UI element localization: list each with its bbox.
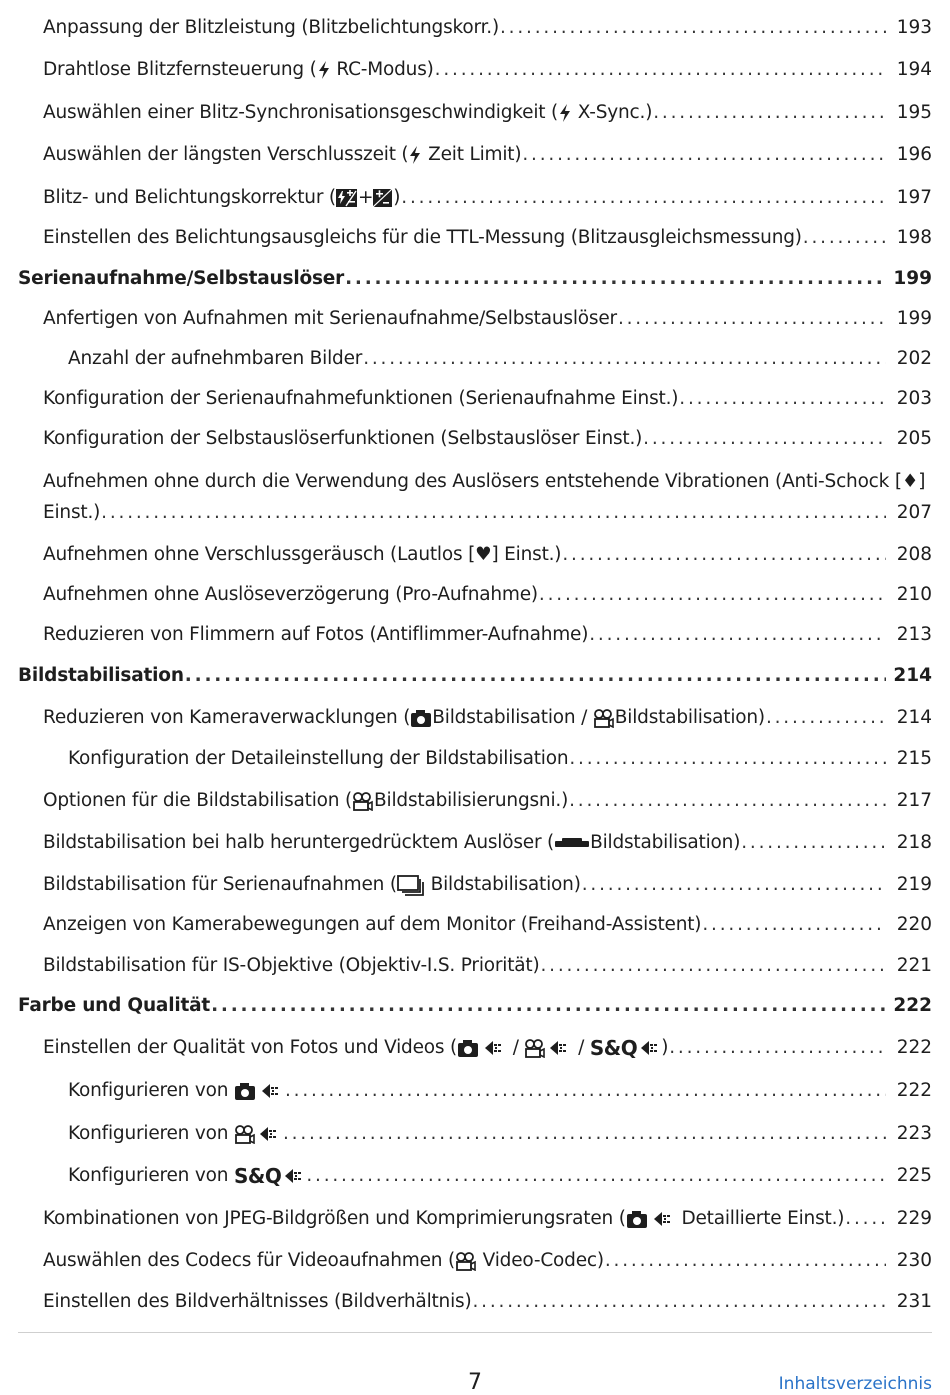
entry-title bbox=[68, 1163, 305, 1189]
flash-icon bbox=[408, 145, 422, 165]
dot-leader bbox=[679, 386, 886, 412]
page-ref: 193 bbox=[896, 17, 932, 38]
dot-leader bbox=[211, 993, 886, 1019]
entry-text-part: X-Sync.) bbox=[572, 102, 653, 123]
toc-entry[interactable] bbox=[18, 622, 932, 648]
dot-leader bbox=[582, 872, 886, 898]
page-ref: 214 bbox=[896, 707, 932, 728]
entry-text-part: Konfigurieren von bbox=[68, 1165, 234, 1186]
toc-section-heading[interactable] bbox=[18, 663, 932, 689]
entry-text-part: Auswählen der längsten Verschlusszeit ( bbox=[43, 144, 409, 165]
dot-leader bbox=[539, 582, 886, 608]
page-ref: 230 bbox=[896, 1250, 932, 1271]
page-ref: 215 bbox=[896, 748, 932, 769]
dot-leader bbox=[500, 15, 886, 41]
entry-text-part: Drahtlose Blitzfernsteuerung ( bbox=[43, 59, 317, 80]
entry-text-part: Bildstabilisierungsni.) bbox=[374, 790, 569, 811]
toc-link[interactable]: Inhaltsverzeichnis bbox=[778, 1374, 932, 1394]
dot-leader bbox=[766, 705, 886, 731]
exposure-comp-icon bbox=[373, 188, 393, 208]
entry-title: Anpassung der Blitzleistung (Blitzbelichtungskorr.) bbox=[43, 17, 499, 38]
dot-leader bbox=[435, 57, 886, 83]
page-ref: 205 bbox=[896, 428, 932, 449]
page-ref: 214 bbox=[893, 665, 932, 686]
entry-text-part: Zeit Limit) bbox=[422, 144, 522, 165]
camera-quality-icon bbox=[234, 1081, 284, 1101]
dot-leader bbox=[101, 500, 886, 526]
half-press-icon bbox=[554, 833, 590, 853]
entry-title bbox=[68, 1121, 282, 1147]
page-ref: 196 bbox=[896, 144, 932, 165]
page-ref: 195 bbox=[896, 102, 932, 123]
entry-title: Anzeigen von Kamerabewegungen auf dem Monitor (Freihand-Assistent) bbox=[43, 914, 702, 935]
toc-entry[interactable] bbox=[18, 306, 932, 332]
entry-text-part: Bildstabilisation) bbox=[424, 874, 581, 895]
page-ref: 222 bbox=[896, 1037, 932, 1058]
toc-entry[interactable] bbox=[18, 185, 932, 211]
entry-title: Serienaufnahme/Selbstauslöser bbox=[18, 268, 345, 289]
toc-entry[interactable] bbox=[18, 746, 932, 772]
toc-entry[interactable] bbox=[18, 1078, 932, 1104]
entry-text-part: Kombinationen von JPEG-Bildgrößen und Komprimierungsraten ( bbox=[43, 1208, 626, 1229]
entry-text-part: Einstellen der Qualität von Fotos und Videos ( bbox=[43, 1037, 458, 1058]
page-ref: 194 bbox=[896, 59, 932, 80]
entry-title bbox=[43, 100, 652, 126]
toc-entry[interactable] bbox=[18, 1289, 932, 1315]
page-ref: 229 bbox=[896, 1208, 932, 1229]
entry-title: Farbe und Qualität bbox=[18, 995, 211, 1016]
video-quality-icon bbox=[524, 1038, 572, 1058]
page-ref: 210 bbox=[896, 584, 932, 605]
entry-continuation bbox=[43, 500, 932, 526]
entry-title: Anfertigen von Aufnahmen mit Serienaufnahme/Selbstauslöser bbox=[43, 308, 617, 329]
page-ref: 199 bbox=[896, 308, 932, 329]
toc-entry[interactable] bbox=[18, 15, 932, 41]
toc-entry[interactable] bbox=[18, 953, 932, 979]
entry-title: Konfiguration der Selbstauslöserfunktionen (Selbstauslöser Einst.) bbox=[43, 428, 643, 449]
entry-text-part: Bildstabilisation) bbox=[590, 832, 741, 853]
toc-entry[interactable] bbox=[18, 426, 932, 452]
sequential-icon bbox=[397, 874, 425, 896]
page-ref: 219 bbox=[896, 874, 932, 895]
entry-title bbox=[43, 142, 521, 168]
entry-title: Bildstabilisation für IS-Objektive (Objektiv-I.S. Priorität) bbox=[43, 955, 540, 976]
dot-leader bbox=[803, 225, 886, 251]
page-ref: 203 bbox=[896, 388, 932, 409]
toc-entry[interactable] bbox=[18, 1121, 932, 1147]
toc-entry[interactable] bbox=[18, 872, 932, 898]
sq-label: S&Q bbox=[233, 1164, 282, 1188]
toc-entry[interactable] bbox=[18, 705, 932, 731]
dot-leader bbox=[522, 142, 886, 168]
entry-title bbox=[43, 1206, 844, 1232]
page-ref: 217 bbox=[896, 790, 932, 811]
entry-title: Konfiguration der Serienaufnahmefunktionen (Serienaufnahme Einst.) bbox=[43, 388, 679, 409]
entry-text-part: Konfigurieren von bbox=[68, 1080, 234, 1101]
page-ref: 207 bbox=[896, 502, 932, 523]
toc-entry[interactable] bbox=[18, 57, 932, 83]
entry-title-line1: Aufnehmen ohne durch die Verwendung des Auslösers entstehende Vibrationen (Anti-Schock [♦] bbox=[43, 471, 926, 492]
dot-leader bbox=[669, 1035, 886, 1061]
dot-leader bbox=[643, 426, 886, 452]
dot-leader bbox=[345, 266, 886, 292]
camera-quality-icon bbox=[626, 1209, 676, 1229]
video-quality-icon bbox=[234, 1124, 282, 1144]
toc-entry[interactable] bbox=[18, 100, 932, 126]
page-ref: 222 bbox=[896, 1080, 932, 1101]
dot-leader bbox=[569, 788, 886, 814]
camera-quality-icon bbox=[457, 1038, 507, 1058]
dot-leader bbox=[540, 953, 886, 979]
toc-entry[interactable] bbox=[18, 386, 932, 412]
entry-title bbox=[68, 1078, 284, 1104]
entry-title: Anzahl der aufnehmbaren Bilder bbox=[68, 348, 363, 369]
toc-section-heading[interactable] bbox=[18, 993, 932, 1019]
entry-title: Aufnehmen ohne Auslöseverzögerung (Pro-Aufnahme) bbox=[43, 584, 538, 605]
entry-text-part: Optionen für die Bildstabilisation ( bbox=[43, 790, 353, 811]
entry-text-part: / bbox=[507, 1037, 525, 1058]
page-ref: 199 bbox=[893, 268, 932, 289]
dot-leader bbox=[589, 622, 886, 648]
sq-label: S&Q bbox=[589, 1036, 638, 1060]
video-camera-icon bbox=[593, 708, 615, 728]
entry-title bbox=[43, 705, 765, 731]
page-ref: 222 bbox=[893, 995, 932, 1016]
toc-entry[interactable] bbox=[18, 788, 932, 814]
page-ref: 225 bbox=[896, 1165, 932, 1186]
toc-entry[interactable] bbox=[18, 142, 932, 168]
entry-title: Einstellen des Bildverhältnisses (Bildverhältnis) bbox=[43, 1291, 472, 1312]
toc-section-heading[interactable] bbox=[18, 266, 932, 292]
dot-leader bbox=[472, 1289, 886, 1315]
toc-entry[interactable] bbox=[18, 1206, 932, 1232]
entry-text-part: + bbox=[357, 187, 374, 208]
entry-title: Bildstabilisation bbox=[18, 665, 184, 686]
page-ref: 218 bbox=[896, 832, 932, 853]
entry-text-part: Bildstabilisation bei halb heruntergedrücktem Auslöser ( bbox=[43, 832, 555, 853]
page-ref: 208 bbox=[896, 544, 932, 565]
dot-leader bbox=[618, 306, 886, 332]
toc-entry[interactable] bbox=[18, 225, 932, 251]
dot-leader bbox=[401, 185, 886, 211]
entry-title bbox=[43, 872, 581, 898]
entry-title bbox=[43, 788, 568, 814]
dot-leader bbox=[605, 1248, 886, 1274]
entry-title bbox=[43, 1035, 668, 1061]
dot-leader bbox=[185, 663, 886, 689]
video-camera-icon bbox=[352, 791, 374, 811]
entry-text-part: Reduzieren von Kameraverwacklungen ( bbox=[43, 707, 411, 728]
entry-text-part: Auswählen des Codecs für Videoaufnahmen ( bbox=[43, 1250, 455, 1271]
entry-text-part: Bildstabilisation / bbox=[432, 707, 593, 728]
toc-entry[interactable] bbox=[18, 830, 932, 856]
dot-leader bbox=[363, 346, 886, 372]
entry-text-part: Blitz- und Belichtungskorrektur ( bbox=[43, 187, 336, 208]
footer-divider bbox=[18, 1332, 932, 1333]
toc-entry[interactable] bbox=[18, 346, 932, 372]
dot-leader bbox=[845, 1206, 886, 1232]
entry-title bbox=[43, 1248, 604, 1274]
entry-title: Konfiguration der Detaileinstellung der Bildstabilisation bbox=[68, 748, 569, 769]
page-ref: 231 bbox=[896, 1291, 932, 1312]
entry-text-part: Bildstabilisation) bbox=[614, 707, 765, 728]
entry-text-part: ) bbox=[661, 1037, 669, 1058]
page-ref: 213 bbox=[896, 624, 932, 645]
entry-title-line2: Einst.) bbox=[43, 502, 101, 523]
entry-text-part: ) bbox=[393, 187, 401, 208]
entry-text-part: / bbox=[572, 1037, 590, 1058]
entry-title: Aufnehmen ohne Verschlussgeräusch (Lautlos [♥] Einst.) bbox=[43, 544, 562, 565]
dot-leader bbox=[283, 1121, 886, 1147]
entry-title: Reduzieren von Flimmern auf Fotos (Antiflimmer-Aufnahme) bbox=[43, 624, 589, 645]
page-ref: 221 bbox=[896, 955, 932, 976]
entry-text-part: Auswählen einer Blitz-Synchronisationsgeschwindigkeit ( bbox=[43, 102, 559, 123]
flash-icon bbox=[317, 60, 331, 80]
entry-title bbox=[43, 185, 400, 211]
sq-quality-icon bbox=[590, 1035, 661, 1061]
dot-leader bbox=[562, 542, 886, 568]
dot-leader bbox=[741, 830, 886, 856]
toc-entry[interactable] bbox=[18, 1163, 932, 1189]
sq-quality-icon bbox=[234, 1163, 305, 1189]
page-ref: 197 bbox=[896, 187, 932, 208]
entry-text-part: Konfigurieren von bbox=[68, 1123, 234, 1144]
entry-text-part: Detaillierte Einst.) bbox=[675, 1208, 845, 1229]
dot-leader bbox=[702, 912, 886, 938]
toc-entry[interactable] bbox=[18, 542, 932, 568]
dot-leader bbox=[285, 1078, 886, 1104]
page-ref: 198 bbox=[896, 227, 932, 248]
entry-text-part: RC-Modus) bbox=[330, 59, 434, 80]
entry-title: Einstellen des Belichtungsausgleichs für die TTL-Messung (Blitzausgleichsmessung) bbox=[43, 227, 802, 248]
page-ref: 220 bbox=[896, 914, 932, 935]
page-ref: 223 bbox=[896, 1123, 932, 1144]
flash-icon bbox=[558, 103, 572, 123]
toc-entry[interactable] bbox=[18, 1248, 932, 1274]
flash-exposure-comp-icon bbox=[336, 188, 358, 208]
entry-text-part: Video-Codec) bbox=[476, 1250, 604, 1271]
toc-entry[interactable] bbox=[18, 912, 932, 938]
toc-entry[interactable] bbox=[18, 469, 932, 529]
camera-icon bbox=[410, 708, 432, 728]
page-ref: 202 bbox=[896, 348, 932, 369]
dot-leader bbox=[653, 100, 886, 126]
dot-leader bbox=[306, 1163, 886, 1189]
entry-text-part: Bildstabilisation für Serienaufnahmen ( bbox=[43, 874, 397, 895]
entry-title bbox=[43, 830, 740, 856]
entry-title bbox=[43, 57, 434, 83]
toc-entry[interactable] bbox=[18, 1035, 932, 1061]
page-number: 7 bbox=[468, 1370, 482, 1395]
video-camera-icon bbox=[455, 1251, 477, 1271]
toc-entry[interactable] bbox=[18, 582, 932, 608]
dot-leader bbox=[569, 746, 886, 772]
